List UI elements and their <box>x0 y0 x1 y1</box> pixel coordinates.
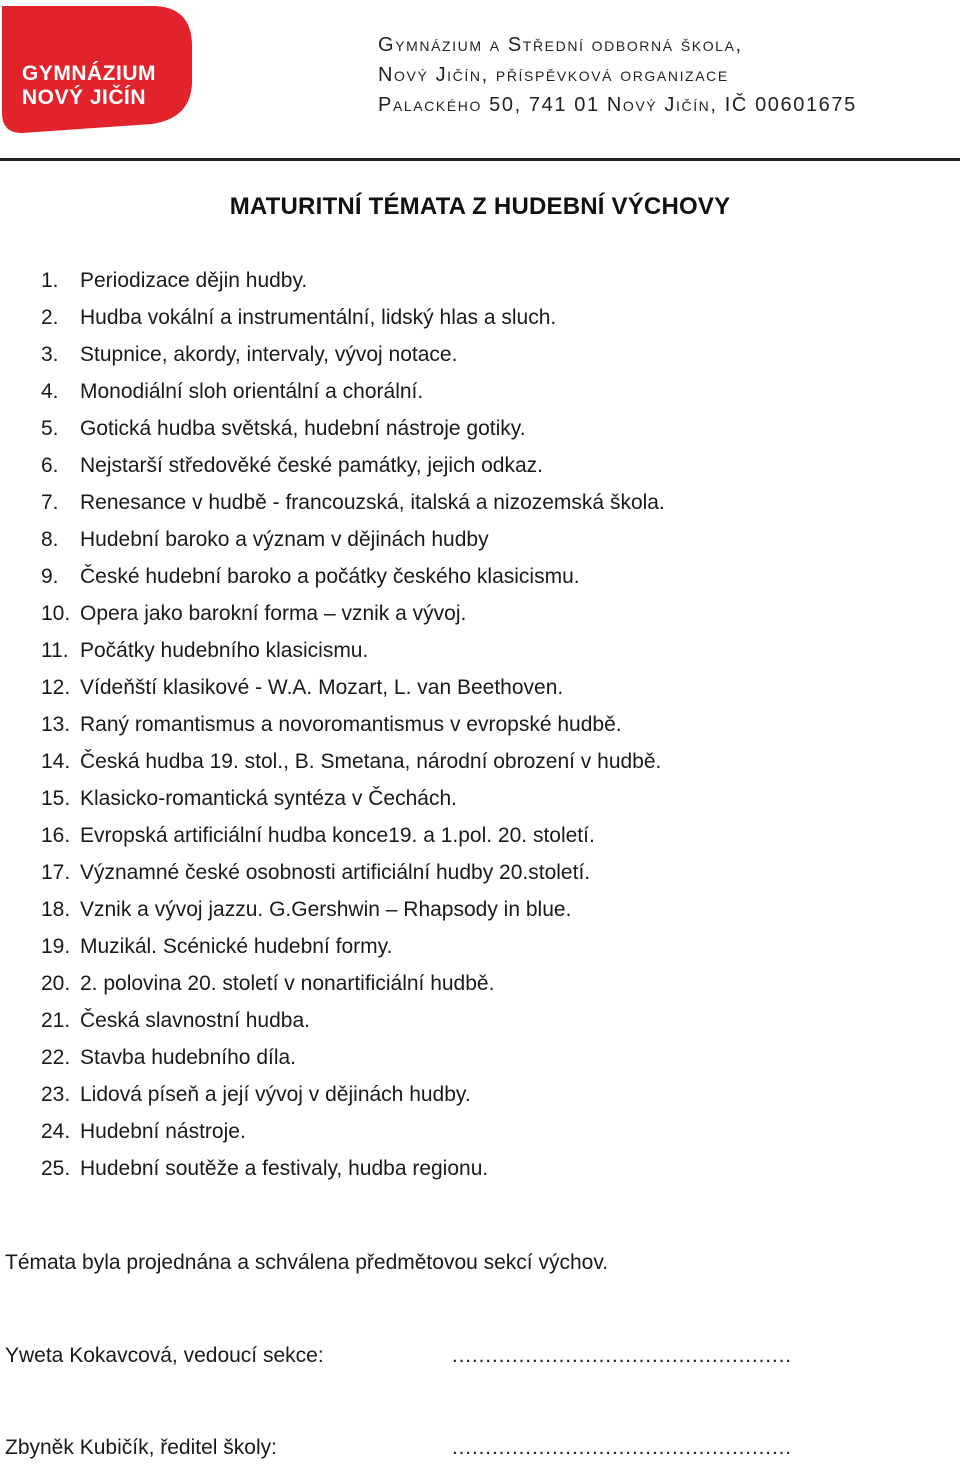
list-item-number: 21. <box>41 1009 71 1032</box>
list-item <box>41 1113 941 1150</box>
list-item-number: 4. <box>41 380 59 403</box>
signature-line: …………………………………………… <box>451 1436 791 1459</box>
list-item <box>41 521 941 558</box>
list-item-number: 15. <box>41 787 71 810</box>
school-header-line-3: Palackého 50, 741 01 Nový Jičín, IČ 00601675 <box>378 94 857 116</box>
list-item-number: 10. <box>41 602 71 625</box>
list-item-text: Vznik a vývoj jazzu. G.Gershwin – Rhapsody in blue. <box>80 898 572 921</box>
list-item <box>41 891 941 928</box>
list-item-number: 9. <box>41 565 59 588</box>
list-item <box>41 1002 941 1039</box>
list-item-number: 16. <box>41 824 71 847</box>
list-item <box>41 632 941 669</box>
list-item <box>41 595 941 632</box>
list-item-text: Hudební soutěže a festivaly, hudba regionu. <box>80 1157 489 1180</box>
list-item <box>41 447 941 484</box>
list-item <box>41 262 941 299</box>
list-item-number: 8. <box>41 528 59 551</box>
list-item <box>41 854 941 891</box>
list-item-number: 6. <box>41 454 59 477</box>
list-item-text: 2. polovina 20. století v nonartificiální hudbě. <box>80 972 495 995</box>
list-item-text: Nejstarší středověké české památky, jejich odkaz. <box>80 454 543 477</box>
list-item-number: 19. <box>41 935 71 958</box>
school-logo <box>2 6 192 133</box>
list-item <box>41 373 941 410</box>
list-item <box>41 299 941 336</box>
list-item <box>41 336 941 373</box>
list-item-number: 18. <box>41 898 71 921</box>
list-item-text: Hudební baroko a význam v dějinách hudby <box>80 528 489 551</box>
list-item <box>41 1039 941 1076</box>
logo-line-2: NOVÝ JIČÍN <box>22 86 147 109</box>
list-item-number: 24. <box>41 1120 71 1143</box>
list-item-text: Opera jako barokní forma – vznik a vývoj. <box>80 602 467 625</box>
list-item-text: Hudba vokální a instrumentální, lidský hlas a sluch. <box>80 306 557 329</box>
list-item-text: Významné české osobnosti artificiální hudby 20.století. <box>80 861 591 884</box>
list-item-number: 17. <box>41 861 71 884</box>
list-item-text: Vídeňští klasikové - W.A. Mozart, L. van Beethoven. <box>80 676 564 699</box>
list-item-number: 20. <box>41 972 71 995</box>
topic-list <box>41 262 941 1187</box>
school-header-line-2: Nový Jičín, příspěvková organizace <box>378 64 729 86</box>
list-item <box>41 669 941 706</box>
list-item-text: Česká hudba 19. stol., B. Smetana, národní obrození v hudbě. <box>80 750 662 773</box>
approval-note: Témata byla projednána a schválena předmětovou sekcí výchov. <box>5 1251 609 1274</box>
school-header <box>378 30 938 120</box>
list-item-text: Stavba hudebního díla. <box>80 1046 297 1069</box>
list-item-text: Gotická hudba světská, hudební nástroje gotiky. <box>80 417 526 440</box>
list-item-number: 22. <box>41 1046 71 1069</box>
list-item <box>41 558 941 595</box>
list-item <box>41 965 941 1002</box>
list-item-number: 2. <box>41 306 59 329</box>
list-item-text: České hudební baroko a počátky českého klasicismu. <box>80 565 580 588</box>
list-item-text: Renesance v hudbě - francouzská, italská a nizozemská škola. <box>80 491 665 514</box>
school-header-line-1: Gymnázium a Střední odborná škola, <box>378 34 743 56</box>
list-item <box>41 743 941 780</box>
list-item-text: Monodiální sloh orientální a chorální. <box>80 380 424 403</box>
list-item <box>41 928 941 965</box>
list-item-text: Počátky hudebního klasicismu. <box>80 639 369 662</box>
list-item-number: 14. <box>41 750 71 773</box>
list-item-text: Stupnice, akordy, intervaly, vývoj notace. <box>80 343 458 366</box>
list-item <box>41 410 941 447</box>
list-item <box>41 1150 941 1187</box>
list-item-number: 23. <box>41 1083 71 1106</box>
list-item <box>41 706 941 743</box>
list-item <box>41 780 941 817</box>
list-item-text: Evropská artificiální hudba konce19. a 1.pol. 20. století. <box>80 824 595 847</box>
list-item <box>41 817 941 854</box>
signature-row-director <box>5 1436 955 1460</box>
list-item <box>41 484 941 521</box>
signature-label: Zbyněk Kubičík, ředitel školy: <box>5 1436 277 1459</box>
signature-label: Yweta Kokavcová, vedoucí sekce: <box>5 1344 324 1367</box>
signature-row-section-head <box>5 1344 955 1368</box>
list-item-number: 25. <box>41 1157 71 1180</box>
page-title: MATURITNÍ TÉMATA Z HUDEBNÍ VÝCHOVY <box>229 193 731 220</box>
list-item-text: Raný romantismus a novoromantismus v evropské hudbě. <box>80 713 622 736</box>
list-item-text: Muzikál. Scénické hudební formy. <box>80 935 393 958</box>
list-item-number: 11. <box>41 639 69 662</box>
list-item-number: 5. <box>41 417 59 440</box>
list-item-text: Česká slavnostní hudba. <box>80 1009 310 1032</box>
signature-line: …………………………………………… <box>451 1344 791 1367</box>
header-divider <box>0 158 960 161</box>
list-item-number: 7. <box>41 491 59 514</box>
logo-text <box>22 62 156 110</box>
list-item-text: Hudební nástroje. <box>80 1120 246 1143</box>
list-item-number: 13. <box>41 713 71 736</box>
list-item-number: 1. <box>41 269 59 292</box>
list-item-number: 12. <box>41 676 71 699</box>
list-item-text: Periodizace dějin hudby. <box>80 269 308 292</box>
list-item-text: Klasicko-romantická syntéza v Čechách. <box>80 787 457 810</box>
list-item <box>41 1076 941 1113</box>
list-item-text: Lidová píseň a její vývoj v dějinách hudby. <box>80 1083 471 1106</box>
logo-line-1: GYMNÁZIUM <box>22 62 156 85</box>
list-item-number: 3. <box>41 343 59 366</box>
